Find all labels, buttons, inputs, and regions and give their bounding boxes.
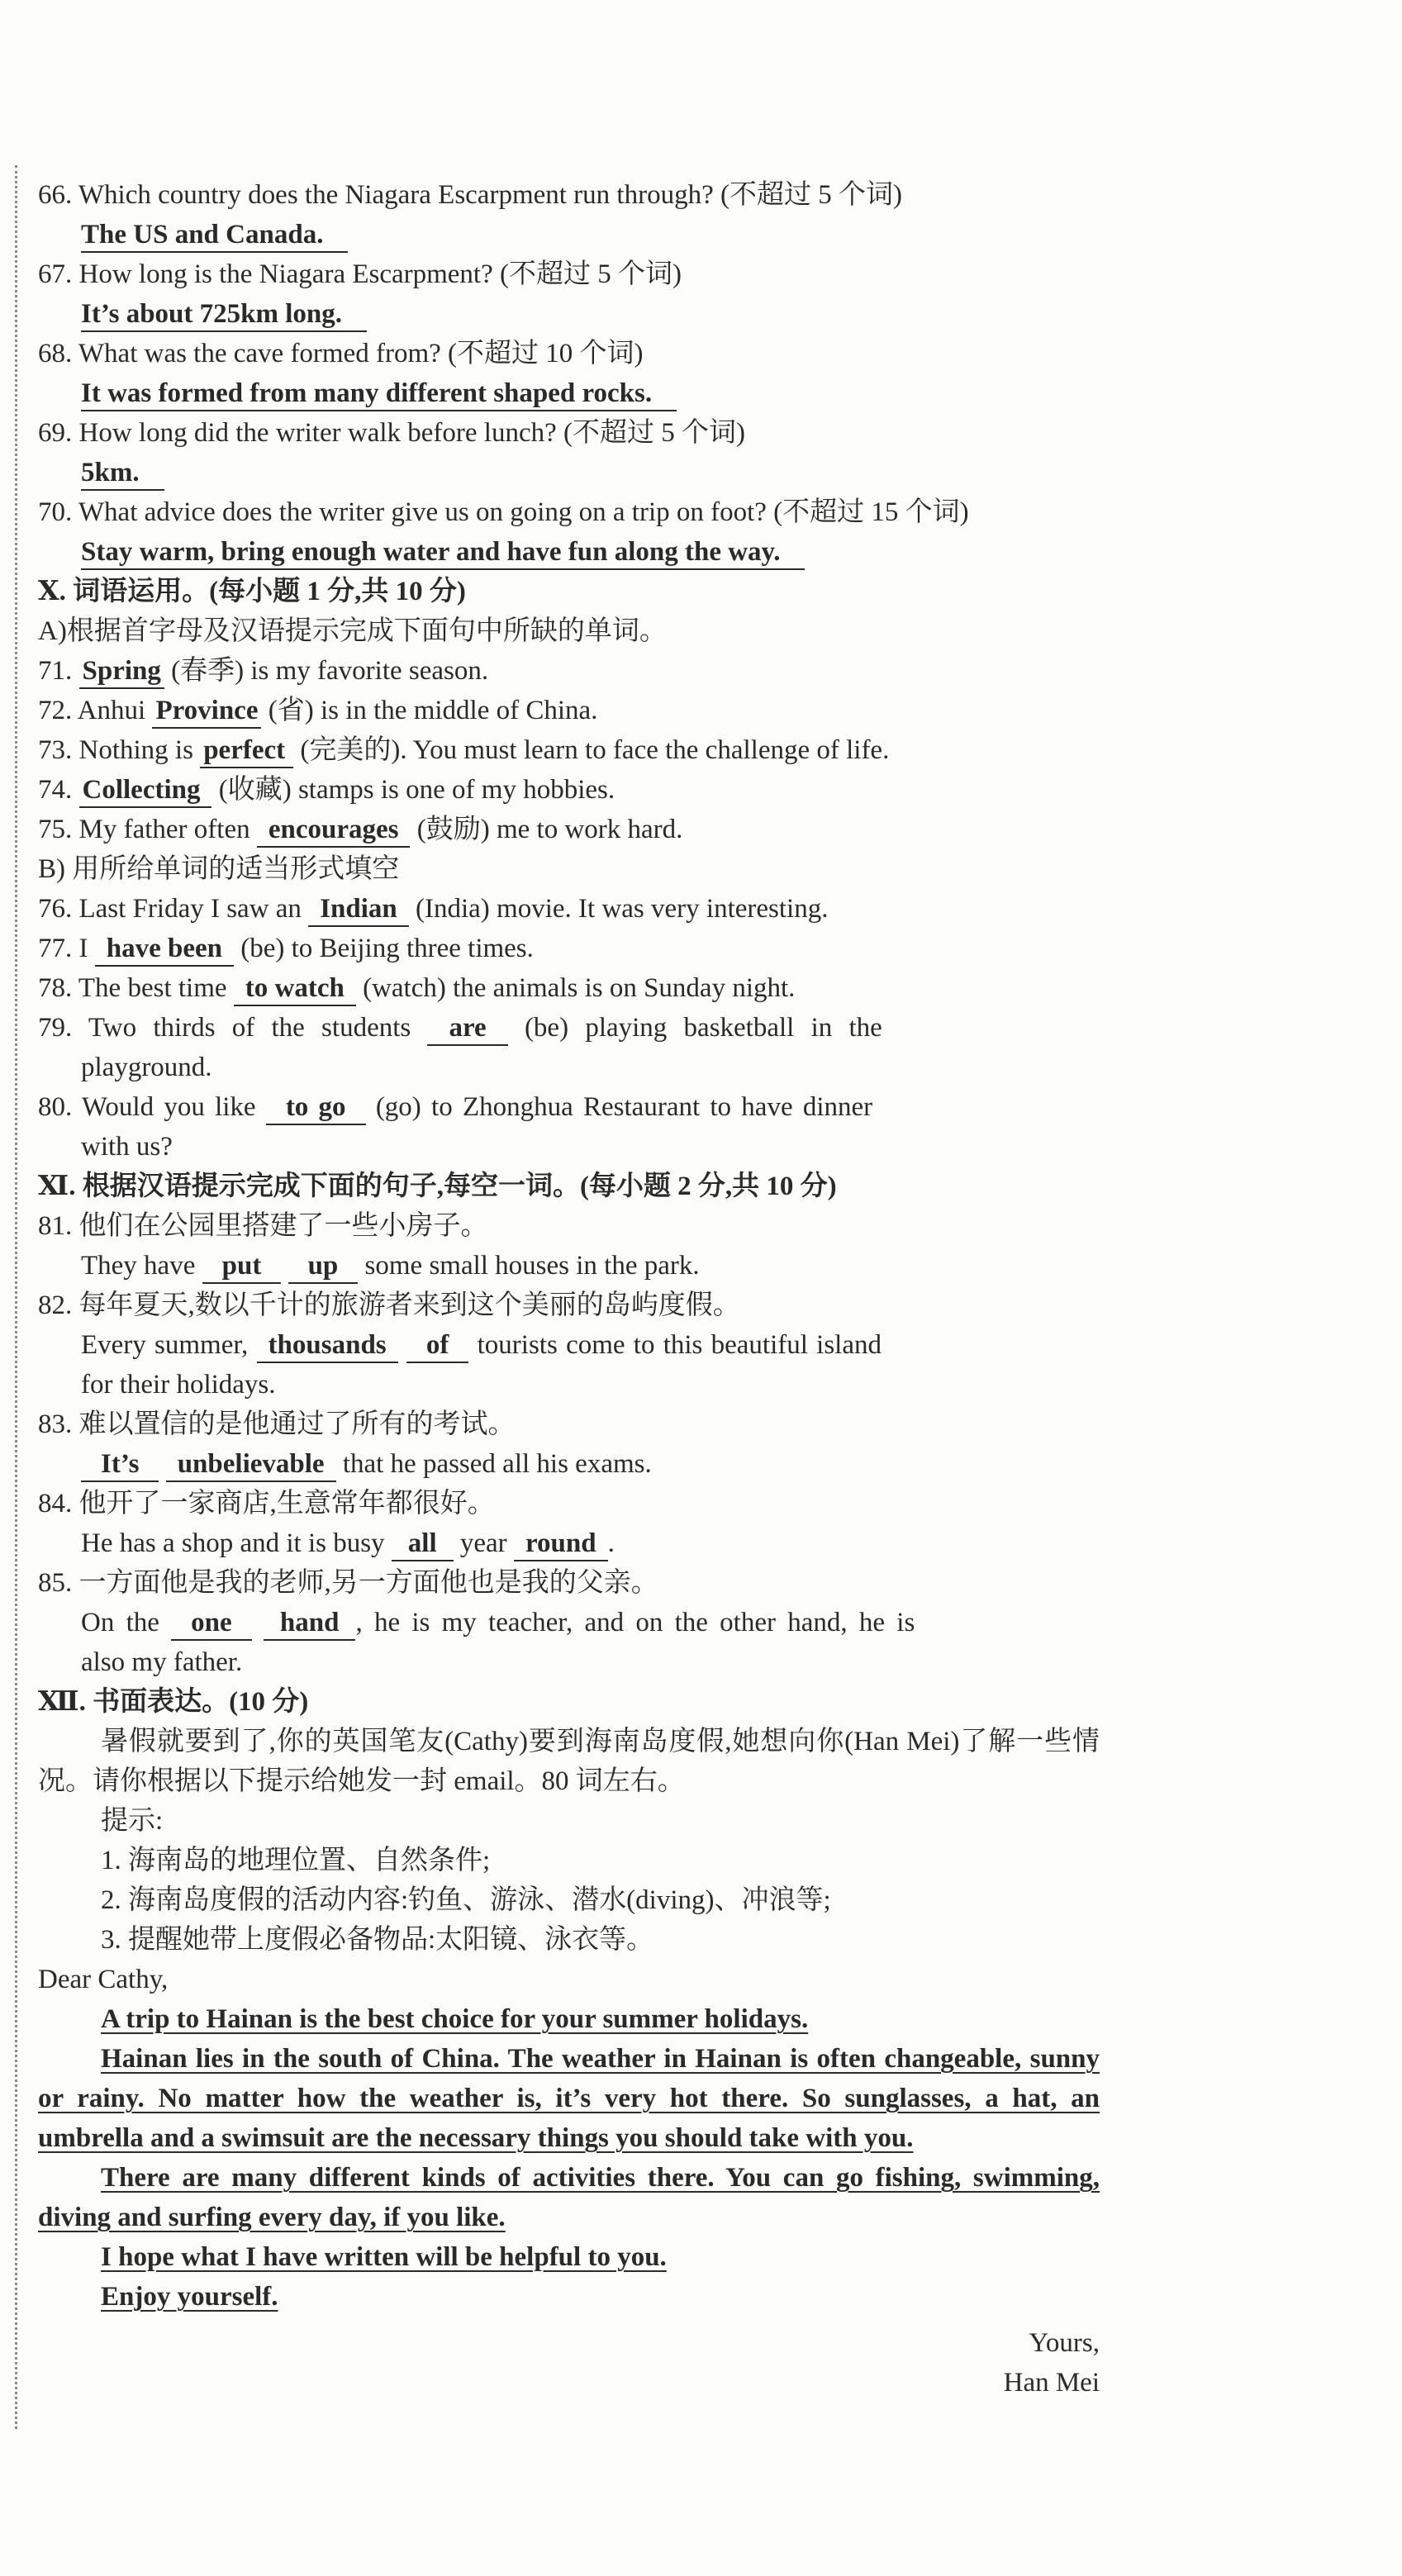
answer-84b: round — [514, 1527, 608, 1561]
question-84: He has a shop and it is busy all year round . — [38, 1523, 1100, 1563]
answer-78: to watch — [234, 972, 356, 1006]
question-78: 78. The best time to watch (watch) the animals is on Sunday night. — [38, 968, 1100, 1008]
answer-74: Collecting — [79, 773, 212, 808]
answer-69: 5km. — [81, 456, 164, 491]
question-80-cont: with us? — [81, 1132, 173, 1162]
section-12-title: Ⅻ. 书面表达。(10 分) — [38, 1687, 309, 1717]
question-74: 74. Collecting (收藏) stamps is one of my hobbies. — [38, 770, 1100, 810]
question-82-cn: 82. 每年夏天,数以千计的旅游者来到这个美丽的岛屿度假。 — [38, 1290, 740, 1320]
question-76: 76. Last Friday I saw an Indian (India) movie. It was very interesting. — [38, 889, 1100, 929]
hint-2: 2. 海南岛度假的活动内容:钓鱼、游泳、潜水(diving)、冲浪等; — [101, 1885, 831, 1915]
question-82-cont: for their holidays. — [81, 1370, 276, 1400]
question-75: 75. My father often encourages (鼓励) me to work hard. — [38, 810, 1100, 849]
writing-prompt: 暑假就要到了,你的英国笔友(Cathy)要到海南岛度假,她想向你(Han Mei)了解一些情况。请你根据以下提示给她发一封 email。80 词左右。 — [38, 1727, 1100, 1796]
question-73: 73. Nothing is perfect (完美的). You must learn to face the challenge of life. — [38, 730, 1100, 770]
question-81: They have put up some small houses in the park. — [38, 1246, 1100, 1286]
answer-84a: all — [392, 1527, 454, 1561]
binding-margin-line — [15, 165, 17, 2429]
answer-79: are — [427, 1011, 507, 1046]
question-85-cont: also my father. — [81, 1647, 243, 1677]
question-66: 66. Which country does the Niagara Escarpment run through? (不超过 5 个词) — [38, 180, 902, 210]
letter-paragraph-4: I hope what I have written will be helpful to you. — [101, 2242, 667, 2272]
hint-label: 提示: — [101, 1806, 164, 1836]
question-71: 71. Spring (春季) is my favorite season. — [38, 651, 1100, 691]
answer-81a: put — [202, 1249, 282, 1284]
answer-85b: hand — [264, 1606, 356, 1641]
question-79-cont: playground. — [81, 1053, 212, 1082]
answer-70-line — [38, 532, 1100, 572]
question-67: 67. How long is the Niagara Escarpment? (不超过 5 个词) — [38, 259, 682, 289]
answer-70: Stay warm, bring enough water and have fun along the way. — [81, 535, 805, 570]
answer-83b: unbelievable — [166, 1447, 336, 1482]
question-79: 79. Two thirds of the students are (be) playing basketball in the — [38, 1008, 1100, 1048]
question-85-cn: 85. 一方面他是我的老师,另一方面他也是我的父亲。 — [38, 1568, 658, 1598]
question-80: 80. Would you like to go (go) to Zhonghua Restaurant to have dinner — [38, 1087, 1100, 1127]
section-11-title: Ⅺ. 根据汉语提示完成下面的句子,每空一词。(每小题 2 分,共 10 分) — [38, 1172, 837, 1201]
answer-68: It was formed from many different shaped rocks. — [81, 377, 677, 411]
letter-paragraph-1: A trip to Hainan is the best choice for your summer holidays. — [101, 2004, 809, 2034]
section-10-part-b: B) 用所给单词的适当形式填空 — [38, 854, 400, 884]
letter-paragraph-5: Enjoy yourself. — [101, 2282, 278, 2312]
hint-1: 1. 海南岛的地理位置、自然条件; — [101, 1846, 491, 1875]
answer-66-line — [38, 215, 1100, 254]
question-83: It’s unbelievable that he passed all his exams. — [38, 1444, 1100, 1484]
question-72: 72. Anhui Province (省) is in the middle of China. — [38, 691, 1100, 730]
answer-85a: one — [171, 1606, 252, 1641]
answer-83a: It’s — [81, 1447, 159, 1482]
question-68: 68. What was the cave formed from? (不超过 10 个词) — [38, 339, 644, 368]
answer-80: to go — [266, 1091, 366, 1125]
section-10-part-a: A)根据首字母及汉语提示完成下面句中所缺的单词。 — [38, 616, 667, 646]
question-85: On the one hand , he is my teacher, and on the other hand, he is — [38, 1603, 1100, 1642]
answer-73: perfect — [200, 734, 293, 768]
answer-75: encourages — [257, 813, 411, 848]
answer-76: Indian — [308, 892, 409, 927]
answer-71: Spring — [79, 654, 164, 689]
answer-67: It’s about 725km long. — [81, 297, 367, 332]
answer-82a: thousands — [257, 1328, 398, 1363]
letter-signature: Han Mei — [1003, 2368, 1100, 2398]
question-82: Every summer, thousands of tourists come to this beautiful island — [38, 1325, 1100, 1365]
letter-greeting: Dear Cathy, — [38, 1965, 169, 1994]
question-81-cn: 81. 他们在公园里搭建了一些小房子。 — [38, 1211, 488, 1241]
question-84-cn: 84. 他开了一家商店,生意常年都很好。 — [38, 1489, 495, 1519]
answer-67-line — [38, 294, 1100, 334]
answer-77: have been — [95, 932, 234, 967]
answer-72: Province — [152, 694, 261, 729]
question-69: 69. How long did the writer walk before lunch? (不超过 5 个词) — [38, 418, 745, 448]
answer-66: The US and Canada. — [81, 218, 348, 253]
section-10-title: Ⅹ. 词语运用。(每小题 1 分,共 10 分) — [38, 577, 466, 606]
answer-82b: of — [406, 1328, 469, 1363]
answer-81b: up — [288, 1249, 359, 1284]
question-83-cn: 83. 难以置信的是他通过了所有的考试。 — [38, 1409, 516, 1439]
question-70: 70. What advice does the writer give us on going on a trip on foot? (不超过 15 个词) — [38, 497, 969, 527]
letter-paragraph-2: Hainan lies in the south of China. The weather in Hainan is often changeable, sunny or rainy. No matter how the weather is, it’s very hot there. So sunglasses, a hat, an umbrella and a swimsuit are the necessary things you should take with you. — [38, 2044, 1100, 2153]
letter-paragraph-3: There are many different kinds of activities there. You can go fishing, swimming, diving and surfing every day, if you like. — [38, 2163, 1100, 2232]
hint-3: 3. 提醒她带上度假必备物品:太阳镜、泳衣等。 — [101, 1925, 654, 1955]
worksheet-content — [38, 175, 1100, 2403]
question-77: 77. I have been (be) to Beijing three times. — [38, 929, 1100, 968]
letter-closing: Yours, — [1029, 2328, 1100, 2358]
answer-69-line — [38, 453, 1100, 492]
answer-68-line — [38, 373, 1100, 413]
